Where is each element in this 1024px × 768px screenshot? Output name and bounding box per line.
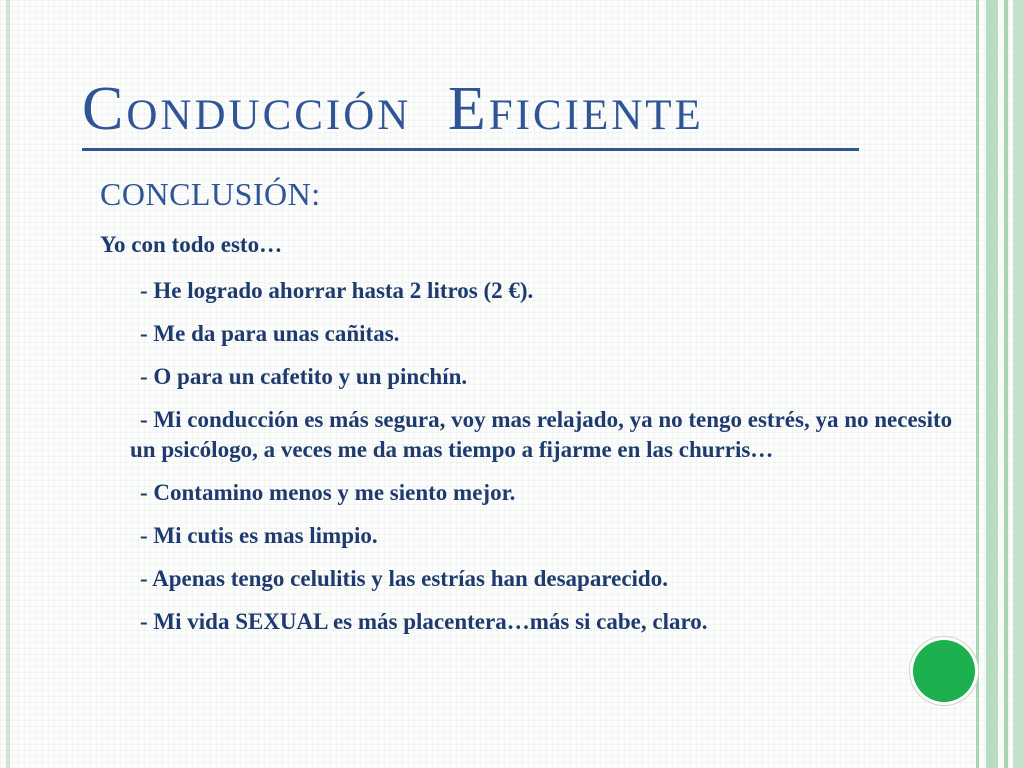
right-frame-stripe <box>976 0 979 768</box>
list-item: - Mi conducción es más segura, voy mas relajado, ya no tengo estrés, ya no necesito un psicólogo, a veces me da mas tiempo a fijarme en las churris… <box>130 407 953 462</box>
title-underline <box>82 148 859 151</box>
right-frame-stripe <box>986 0 998 768</box>
conclusion-list <box>130 276 960 650</box>
list-item: - O para un cafetito y un pinchín. <box>140 364 468 389</box>
slide-subtitle: CONCLUSIÓN: <box>100 176 321 212</box>
list-item: - Contamino menos y me siento mejor. <box>140 480 516 505</box>
list-item: - Mi vida SEXUAL es más placentera…más si cabe, claro. <box>140 609 708 634</box>
right-frame-stripe <box>1004 0 1008 768</box>
list-item: - Me da para unas cañitas. <box>140 321 400 346</box>
list-item: - Mi cutis es mas limpio. <box>140 523 378 548</box>
green-circle-decoration <box>913 640 975 702</box>
list-item: - Apenas tengo celulitis y las estrías han desaparecido. <box>140 566 668 591</box>
intro-text: Yo con todo esto… <box>100 232 283 257</box>
slide-title: Conducción Eficiente <box>82 75 704 143</box>
left-frame-stripe <box>6 0 10 768</box>
list-item: - He logrado ahorrar hasta 2 litros (2 €). <box>140 278 534 303</box>
right-frame-stripe <box>1013 0 1024 768</box>
